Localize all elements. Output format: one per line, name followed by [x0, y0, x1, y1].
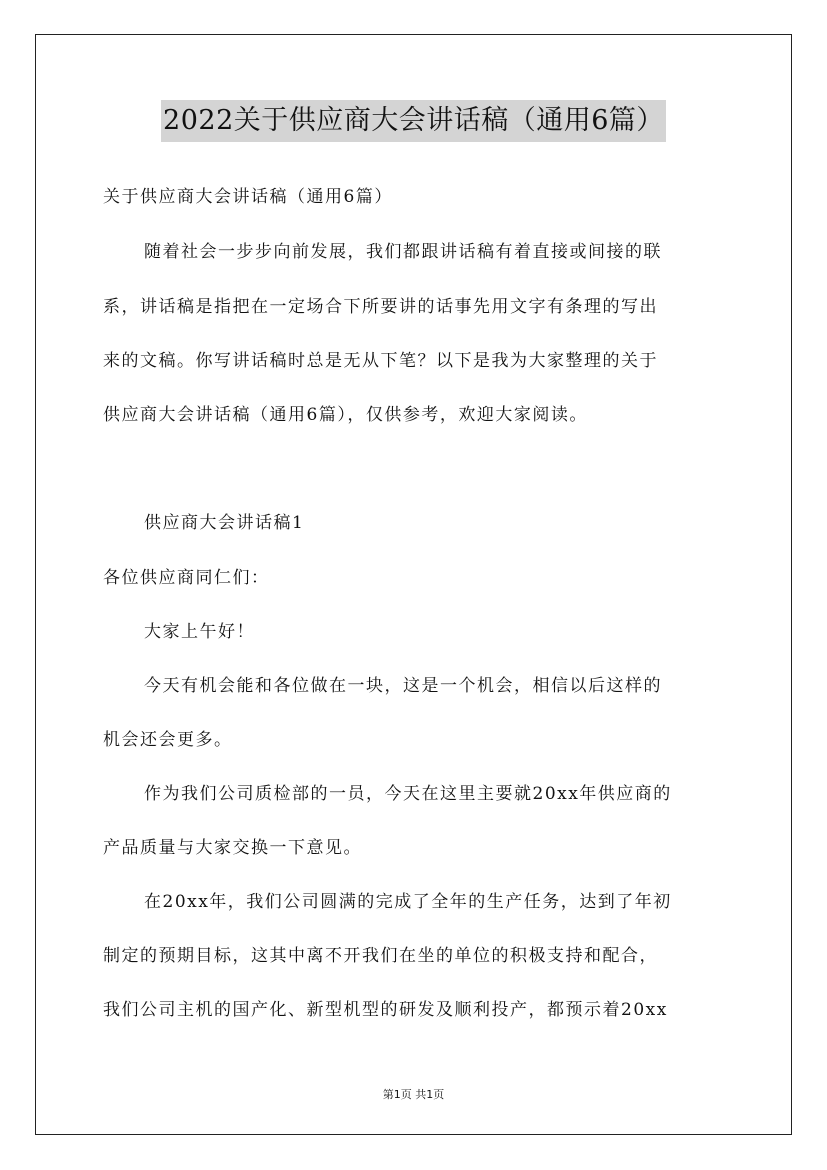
- greeting: 大家上午好！: [144, 622, 255, 642]
- paragraph-line: 作为我们公司质检部的一员，今天在这里主要就20xx年供应商的: [144, 784, 672, 804]
- paragraph-line: 制定的预期目标，这其中离不开我们在坐的单位的积极支持和配合，: [103, 946, 658, 966]
- paragraph-line: 我们公司主机的国产化、新型机型的研发及顺利投产，都预示着20xx: [103, 1000, 668, 1020]
- paragraph-line: 机会还会更多。: [103, 730, 233, 750]
- paragraph-line: 随着社会一步步向前发展，我们都跟讲话稿有着直接或间接的联: [144, 242, 662, 262]
- paragraph-line: 产品质量与大家交换一下意见。: [103, 838, 362, 858]
- paragraph-line: 在20xx年，我们公司圆满的完成了全年的生产任务，达到了年初: [144, 892, 672, 912]
- document-title: 2022关于供应商大会讲话稿（通用6篇）: [161, 100, 666, 142]
- page-number: 第1页 共1页: [382, 1088, 445, 1101]
- paragraph-line: 系，讲话稿是指把在一定场合下所要讲的话事先用文字有条理的写出: [103, 297, 658, 317]
- paragraph-line: 供应商大会讲话稿（通用6篇），仅供参考，欢迎大家阅读。: [103, 405, 588, 425]
- title-container: [0, 100, 827, 142]
- paragraph-line: 今天有机会能和各位做在一块，这是一个机会，相信以后这样的: [144, 676, 662, 696]
- salutation: 各位供应商同仁们：: [103, 568, 270, 588]
- subtitle-line: 关于供应商大会讲话稿（通用6篇）: [103, 187, 393, 207]
- section-heading: 供应商大会讲话稿1: [144, 513, 305, 533]
- paragraph-line: 来的文稿。你写讲话稿时总是无从下笔？以下是我为大家整理的关于: [103, 351, 658, 371]
